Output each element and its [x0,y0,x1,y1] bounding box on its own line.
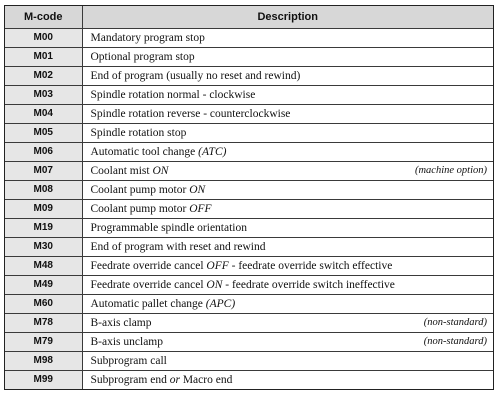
description-column-header: Description [82,6,493,28]
mcode-cell: M78 [5,313,82,332]
description-cell [82,161,493,180]
table-row [5,275,493,294]
description-text: Optional program stop [90,50,195,63]
description-text: Feedrate override cancel [90,259,207,272]
mcode-cell: M01 [5,47,82,66]
description-cell [82,370,493,389]
table-row [5,142,493,161]
table-row [5,332,493,351]
header-row [5,6,493,28]
description-text: Automatic pallet change [90,297,206,310]
description-text: - feedrate override switch effective [228,259,393,272]
mcode-cell: M60 [5,294,82,313]
description-text: Spindle rotation normal - clockwise [90,88,256,101]
table-row [5,351,493,370]
description-cell [82,351,493,370]
description-cell [82,332,493,351]
description-cell [82,47,493,66]
mcode-cell: M99 [5,370,82,389]
description-note: (machine option) [414,164,487,176]
table-row [5,313,493,332]
table-row [5,123,493,142]
mcode-cell: M98 [5,351,82,370]
table-row [5,218,493,237]
table-row [5,66,493,85]
description-cell [82,218,493,237]
description-text: OFF [189,202,212,215]
description-text: ON [152,164,169,177]
description-text: Coolant pump motor [90,183,190,196]
description-cell [82,275,493,294]
description-text: - feedrate override switch ineffective [222,278,395,291]
description-cell [82,294,493,313]
table-row [5,370,493,389]
description-cell [82,28,493,47]
description-text: Spindle rotation reverse - counterclockwise [90,107,291,120]
mcode-cell: M48 [5,256,82,275]
table-row [5,180,493,199]
table-row [5,199,493,218]
table-row [5,161,493,180]
description-text: Programmable spindle orientation [90,221,247,234]
mcode-cell: M04 [5,104,82,123]
description-text: Spindle rotation stop [90,126,187,139]
description-cell [82,256,493,275]
description-text: or [169,373,180,386]
description-text: (ATC) [198,145,227,158]
mcode-cell: M08 [5,180,82,199]
description-cell [82,66,493,85]
description-text: OFF [206,259,229,272]
description-text: B-axis clamp [90,316,152,329]
mcode-column-header: M-code [5,6,82,28]
description-text: End of program (usually no reset and rewind) [90,69,301,82]
description-text: (APC) [205,297,236,310]
mcode-table [5,6,493,389]
table-body [5,28,493,389]
description-text: Automatic tool change [90,145,199,158]
description-text: Subprogram call [90,354,167,367]
description-cell [82,142,493,161]
description-text: End of program with reset and rewind [90,240,266,253]
description-text: Mandatory program stop [90,31,205,44]
description-cell [82,199,493,218]
table-row [5,47,493,66]
table-row [5,85,493,104]
description-cell [82,180,493,199]
description-text: ON [206,278,223,291]
description-cell [82,123,493,142]
mcode-cell: M00 [5,28,82,47]
mcode-cell: M19 [5,218,82,237]
mcode-cell: M03 [5,85,82,104]
description-text: Coolant mist [90,164,153,177]
mcode-cell: M49 [5,275,82,294]
table-row [5,28,493,47]
mcode-cell: M05 [5,123,82,142]
description-text: Coolant pump motor [90,202,190,215]
mcode-cell: M79 [5,332,82,351]
table-row [5,256,493,275]
mcode-cell: M30 [5,237,82,256]
description-cell [82,85,493,104]
mcode-cell: M06 [5,142,82,161]
table-row [5,237,493,256]
mcode-cell: M07 [5,161,82,180]
description-text: Feedrate override cancel [90,278,207,291]
description-text: ON [189,183,206,196]
description-text: Subprogram end [90,373,170,386]
description-note: (non-standard) [423,316,487,328]
description-cell [82,104,493,123]
mcode-table-container [4,5,494,390]
description-note: (non-standard) [423,335,487,347]
description-text: B-axis unclamp [90,335,163,348]
mcode-cell: M02 [5,66,82,85]
mcode-cell: M09 [5,199,82,218]
table-row [5,294,493,313]
description-cell [82,313,493,332]
table-row [5,104,493,123]
description-cell [82,237,493,256]
description-text: Macro end [179,373,233,386]
